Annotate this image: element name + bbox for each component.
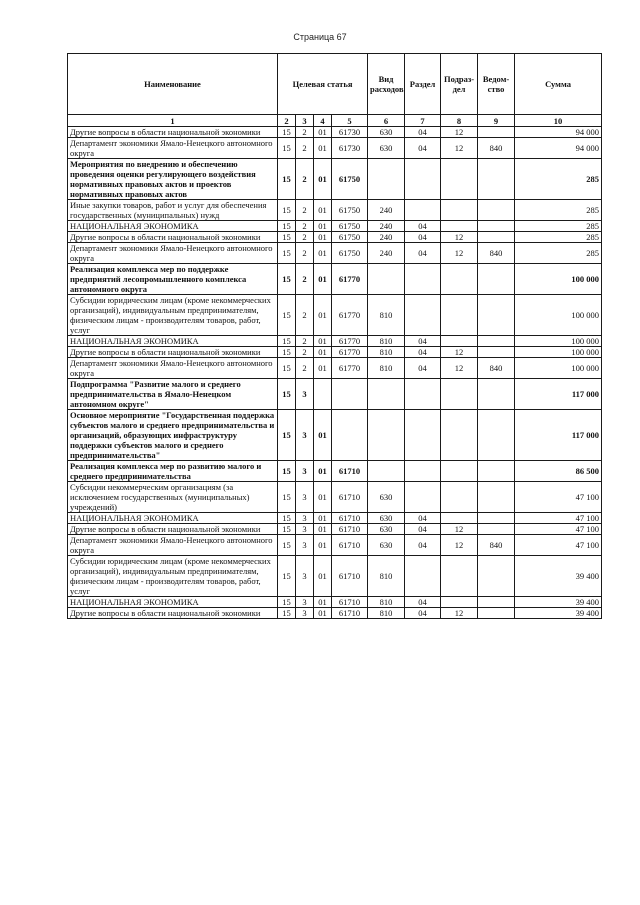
program-code-cell: 15 [278, 221, 296, 232]
sum-cell: 285 [515, 243, 602, 264]
row-name-cell: Департамент экономики Ямало-Ненецкого автономного округа [68, 358, 278, 379]
direction-code-cell: 61750 [332, 243, 368, 264]
direction-code-cell: 61710 [332, 597, 368, 608]
header-target-article: Целевая статья [278, 54, 368, 115]
row-name-cell: Субсидии юридическим лицам (кроме некоммерческих организаций), индивидуальным предпринимателям, физическим лицам - производителям товаров, работ, услуг [68, 556, 278, 597]
subsection-cell [441, 597, 478, 608]
sum-cell: 117 000 [515, 410, 602, 461]
department-cell [478, 524, 515, 535]
direction-code-cell: 61750 [332, 221, 368, 232]
department-cell [478, 597, 515, 608]
section-cell: 04 [405, 358, 441, 379]
program-code-cell: 15 [278, 336, 296, 347]
department-cell: 840 [478, 358, 515, 379]
department-cell [478, 232, 515, 243]
section-cell [405, 159, 441, 200]
subsection-cell [441, 159, 478, 200]
column-number: 1 [68, 115, 278, 127]
direction-code-cell: 61750 [332, 232, 368, 243]
sum-cell: 94 000 [515, 138, 602, 159]
section-cell: 04 [405, 221, 441, 232]
program-code-cell: 15 [278, 159, 296, 200]
subsection-cell [441, 295, 478, 336]
sum-cell: 100 000 [515, 347, 602, 358]
row-name-cell: Иные закупки товаров, работ и услуг для обеспечения государственных (муниципальных) нужд [68, 200, 278, 221]
section-cell: 04 [405, 535, 441, 556]
expense-type-cell [368, 379, 405, 410]
section-cell: 04 [405, 597, 441, 608]
expense-type-cell: 630 [368, 127, 405, 138]
row-name-cell: Реализация комплекса мер по развитию малого и среднего предпринимательства [68, 461, 278, 482]
sum-cell: 285 [515, 200, 602, 221]
table-row [68, 221, 602, 232]
section-cell: 04 [405, 243, 441, 264]
table-row [68, 243, 602, 264]
expense-type-cell: 810 [368, 336, 405, 347]
program-code-cell: 15 [278, 608, 296, 619]
activity-code-cell: 01 [314, 264, 332, 295]
expense-type-cell [368, 410, 405, 461]
direction-code-cell: 61710 [332, 461, 368, 482]
department-cell [478, 513, 515, 524]
direction-code-cell: 61710 [332, 608, 368, 619]
program-code-cell: 15 [278, 232, 296, 243]
sum-cell: 39 400 [515, 597, 602, 608]
header-name: Наименование [68, 54, 278, 115]
section-cell: 04 [405, 347, 441, 358]
row-name-cell: НАЦИОНАЛЬНАЯ ЭКОНОМИКА [68, 221, 278, 232]
column-number: 8 [441, 115, 478, 127]
sum-cell: 117 000 [515, 379, 602, 410]
direction-code-cell: 61770 [332, 295, 368, 336]
row-name-cell: Другие вопросы в области национальной экономики [68, 347, 278, 358]
activity-code-cell: 01 [314, 358, 332, 379]
program-code-cell: 15 [278, 461, 296, 482]
table-row [68, 347, 602, 358]
expense-type-cell: 630 [368, 535, 405, 556]
activity-code-cell: 01 [314, 482, 332, 513]
direction-code-cell: 61710 [332, 535, 368, 556]
sum-cell: 39 400 [515, 608, 602, 619]
program-code-cell: 15 [278, 138, 296, 159]
subprogram-code-cell: 3 [296, 524, 314, 535]
subsection-cell [441, 461, 478, 482]
section-cell: 04 [405, 127, 441, 138]
department-cell [478, 461, 515, 482]
subsection-cell: 12 [441, 358, 478, 379]
row-name-cell: Другие вопросы в области национальной экономики [68, 232, 278, 243]
row-name-cell: Мероприятия по внедрению и обеспечению проведения оценки регулирующего воздействия нормативных правовых актов и проектов нормативных правовых актов [68, 159, 278, 200]
table-row [68, 482, 602, 513]
sum-cell: 100 000 [515, 264, 602, 295]
table-row [68, 138, 602, 159]
subprogram-code-cell: 2 [296, 159, 314, 200]
activity-code-cell: 01 [314, 336, 332, 347]
table-row [68, 556, 602, 597]
header-expense-type: Вид расходов [368, 54, 405, 115]
activity-code-cell: 01 [314, 535, 332, 556]
department-cell [478, 221, 515, 232]
column-number: 6 [368, 115, 405, 127]
subsection-cell [441, 336, 478, 347]
row-name-cell: Другие вопросы в области национальной экономики [68, 524, 278, 535]
table-row [68, 127, 602, 138]
subprogram-code-cell: 3 [296, 597, 314, 608]
program-code-cell: 15 [278, 347, 296, 358]
direction-code-cell: 61710 [332, 513, 368, 524]
program-code-cell: 15 [278, 535, 296, 556]
subsection-cell [441, 379, 478, 410]
column-number-row [68, 115, 602, 127]
direction-code-cell: 61770 [332, 347, 368, 358]
program-code-cell: 15 [278, 379, 296, 410]
expense-type-cell: 630 [368, 524, 405, 535]
program-code-cell: 15 [278, 264, 296, 295]
subprogram-code-cell: 2 [296, 347, 314, 358]
table-row [68, 264, 602, 295]
table-row [68, 461, 602, 482]
sum-cell: 47 100 [515, 535, 602, 556]
subprogram-code-cell: 2 [296, 127, 314, 138]
subprogram-code-cell: 3 [296, 513, 314, 524]
subsection-cell [441, 482, 478, 513]
section-cell [405, 295, 441, 336]
department-cell [478, 200, 515, 221]
subprogram-code-cell: 3 [296, 608, 314, 619]
table-row [68, 379, 602, 410]
department-cell [478, 127, 515, 138]
activity-code-cell: 01 [314, 608, 332, 619]
activity-code-cell: 01 [314, 200, 332, 221]
activity-code-cell [314, 379, 332, 410]
column-number: 10 [515, 115, 602, 127]
header-sum: Сумма [515, 54, 602, 115]
subsection-cell: 12 [441, 127, 478, 138]
column-number: 5 [332, 115, 368, 127]
program-code-cell: 15 [278, 556, 296, 597]
section-cell [405, 410, 441, 461]
subsection-cell [441, 513, 478, 524]
row-name-cell: Департамент экономики Ямало-Ненецкого автономного округа [68, 535, 278, 556]
expense-type-cell: 240 [368, 221, 405, 232]
subsection-cell: 12 [441, 347, 478, 358]
subprogram-code-cell: 2 [296, 138, 314, 159]
department-cell [478, 159, 515, 200]
row-name-cell: Субсидии юридическим лицам (кроме некоммерческих организаций), индивидуальным предпринимателям, физическим лицам - производителям товаров, работ, услуг [68, 295, 278, 336]
expense-type-cell: 240 [368, 232, 405, 243]
header-row [68, 54, 602, 115]
subsection-cell: 12 [441, 243, 478, 264]
row-name-cell: НАЦИОНАЛЬНАЯ ЭКОНОМИКА [68, 336, 278, 347]
subprogram-code-cell: 2 [296, 243, 314, 264]
section-cell: 04 [405, 336, 441, 347]
department-cell [478, 482, 515, 513]
program-code-cell: 15 [278, 482, 296, 513]
row-name-cell: Департамент экономики Ямало-Ненецкого автономного округа [68, 243, 278, 264]
direction-code-cell: 61770 [332, 336, 368, 347]
row-name-cell: НАЦИОНАЛЬНАЯ ЭКОНОМИКА [68, 513, 278, 524]
activity-code-cell: 01 [314, 556, 332, 597]
column-number: 3 [296, 115, 314, 127]
activity-code-cell: 01 [314, 232, 332, 243]
sum-cell: 285 [515, 221, 602, 232]
subprogram-code-cell: 3 [296, 482, 314, 513]
subprogram-code-cell: 3 [296, 379, 314, 410]
activity-code-cell: 01 [314, 597, 332, 608]
expense-type-cell: 810 [368, 556, 405, 597]
expense-type-cell [368, 159, 405, 200]
header-section: Раздел [405, 54, 441, 115]
subsection-cell [441, 410, 478, 461]
section-cell [405, 200, 441, 221]
activity-code-cell: 01 [314, 410, 332, 461]
header-subsection: Подраз- дел [441, 54, 478, 115]
program-code-cell: 15 [278, 513, 296, 524]
activity-code-cell: 01 [314, 513, 332, 524]
program-code-cell: 15 [278, 295, 296, 336]
department-cell [478, 347, 515, 358]
subsection-cell [441, 556, 478, 597]
subsection-cell: 12 [441, 608, 478, 619]
sum-cell: 100 000 [515, 295, 602, 336]
sum-cell: 285 [515, 232, 602, 243]
row-name-cell: НАЦИОНАЛЬНАЯ ЭКОНОМИКА [68, 597, 278, 608]
table-row [68, 524, 602, 535]
column-number: 4 [314, 115, 332, 127]
row-name-cell: Подпрограмма "Развитие малого и среднего предпринимательства в Ямало-Ненецком автономном округе" [68, 379, 278, 410]
expense-type-cell: 810 [368, 347, 405, 358]
program-code-cell: 15 [278, 200, 296, 221]
section-cell [405, 461, 441, 482]
expense-type-cell: 630 [368, 482, 405, 513]
department-cell [478, 410, 515, 461]
subprogram-code-cell: 2 [296, 221, 314, 232]
header-department: Ведом- ство [478, 54, 515, 115]
expense-type-cell [368, 461, 405, 482]
subsection-cell [441, 221, 478, 232]
subsection-cell: 12 [441, 138, 478, 159]
expense-type-cell: 630 [368, 138, 405, 159]
department-cell [478, 336, 515, 347]
direction-code-cell: 61730 [332, 138, 368, 159]
activity-code-cell: 01 [314, 461, 332, 482]
activity-code-cell: 01 [314, 243, 332, 264]
table-row [68, 410, 602, 461]
program-code-cell: 15 [278, 410, 296, 461]
activity-code-cell: 01 [314, 347, 332, 358]
table-row [68, 159, 602, 200]
subprogram-code-cell: 2 [296, 200, 314, 221]
row-name-cell: Другие вопросы в области национальной экономики [68, 608, 278, 619]
column-number: 7 [405, 115, 441, 127]
expense-type-cell: 810 [368, 358, 405, 379]
department-cell [478, 608, 515, 619]
program-code-cell: 15 [278, 358, 296, 379]
sum-cell: 94 000 [515, 127, 602, 138]
program-code-cell: 15 [278, 597, 296, 608]
page-number-label: Страница 67 [293, 32, 347, 42]
department-cell: 840 [478, 535, 515, 556]
department-cell: 840 [478, 243, 515, 264]
subprogram-code-cell: 2 [296, 336, 314, 347]
sum-cell: 100 000 [515, 336, 602, 347]
section-cell: 04 [405, 513, 441, 524]
sum-cell: 285 [515, 159, 602, 200]
direction-code-cell: 61710 [332, 524, 368, 535]
row-name-cell: Основное мероприятие "Государственная поддержка субъектов малого и среднего предпринимательства и организаций, образующих инфраструктуру поддержки субъектов малого и среднего предпринимательства" [68, 410, 278, 461]
subprogram-code-cell: 3 [296, 461, 314, 482]
row-name-cell: Департамент экономики Ямало-Ненецкого автономного округа [68, 138, 278, 159]
table-row [68, 358, 602, 379]
table-row [68, 295, 602, 336]
expense-type-cell: 630 [368, 513, 405, 524]
section-cell [405, 482, 441, 513]
table-row [68, 597, 602, 608]
budget-table [67, 53, 602, 619]
subsection-cell: 12 [441, 232, 478, 243]
subprogram-code-cell: 3 [296, 535, 314, 556]
activity-code-cell: 01 [314, 221, 332, 232]
department-cell [478, 379, 515, 410]
section-cell: 04 [405, 232, 441, 243]
department-cell [478, 556, 515, 597]
section-cell [405, 379, 441, 410]
program-code-cell: 15 [278, 524, 296, 535]
activity-code-cell: 01 [314, 524, 332, 535]
sum-cell: 47 100 [515, 513, 602, 524]
table-body [68, 127, 602, 619]
column-number: 2 [278, 115, 296, 127]
sum-cell: 39 400 [515, 556, 602, 597]
section-cell [405, 556, 441, 597]
section-cell [405, 264, 441, 295]
table-row [68, 608, 602, 619]
expense-type-cell [368, 264, 405, 295]
program-code-cell: 15 [278, 127, 296, 138]
section-cell: 04 [405, 524, 441, 535]
expense-type-cell: 240 [368, 200, 405, 221]
direction-code-cell [332, 379, 368, 410]
subsection-cell [441, 200, 478, 221]
expense-type-cell: 810 [368, 608, 405, 619]
table-row [68, 513, 602, 524]
subprogram-code-cell: 2 [296, 264, 314, 295]
direction-code-cell: 61730 [332, 127, 368, 138]
table-row [68, 200, 602, 221]
direction-code-cell [332, 410, 368, 461]
subprogram-code-cell: 2 [296, 295, 314, 336]
expense-type-cell: 810 [368, 597, 405, 608]
direction-code-cell: 61770 [332, 264, 368, 295]
column-number: 9 [478, 115, 515, 127]
table-row [68, 535, 602, 556]
sum-cell: 47 100 [515, 524, 602, 535]
row-name-cell: Реализация комплекса мер по поддержке предприятий лесопромышленного комплекса автономного округа [68, 264, 278, 295]
table-row [68, 232, 602, 243]
direction-code-cell: 61710 [332, 482, 368, 513]
expense-type-cell: 810 [368, 295, 405, 336]
subprogram-code-cell: 2 [296, 232, 314, 243]
direction-code-cell: 61770 [332, 358, 368, 379]
sum-cell: 47 100 [515, 482, 602, 513]
subprogram-code-cell: 2 [296, 358, 314, 379]
sum-cell: 100 000 [515, 358, 602, 379]
subsection-cell: 12 [441, 524, 478, 535]
subprogram-code-cell: 3 [296, 410, 314, 461]
department-cell: 840 [478, 138, 515, 159]
subprogram-code-cell: 3 [296, 556, 314, 597]
department-cell [478, 295, 515, 336]
expense-type-cell: 240 [368, 243, 405, 264]
subsection-cell: 12 [441, 535, 478, 556]
activity-code-cell: 01 [314, 127, 332, 138]
sum-cell: 86 500 [515, 461, 602, 482]
direction-code-cell: 61750 [332, 159, 368, 200]
subsection-cell [441, 264, 478, 295]
section-cell: 04 [405, 138, 441, 159]
section-cell: 04 [405, 608, 441, 619]
activity-code-cell: 01 [314, 295, 332, 336]
direction-code-cell: 61710 [332, 556, 368, 597]
row-name-cell: Субсидии некоммерческим организациям (за исключением государственных (муниципальных) учреждений) [68, 482, 278, 513]
table-row [68, 336, 602, 347]
activity-code-cell: 01 [314, 138, 332, 159]
direction-code-cell: 61750 [332, 200, 368, 221]
activity-code-cell: 01 [314, 159, 332, 200]
program-code-cell: 15 [278, 243, 296, 264]
department-cell [478, 264, 515, 295]
row-name-cell: Другие вопросы в области национальной экономики [68, 127, 278, 138]
